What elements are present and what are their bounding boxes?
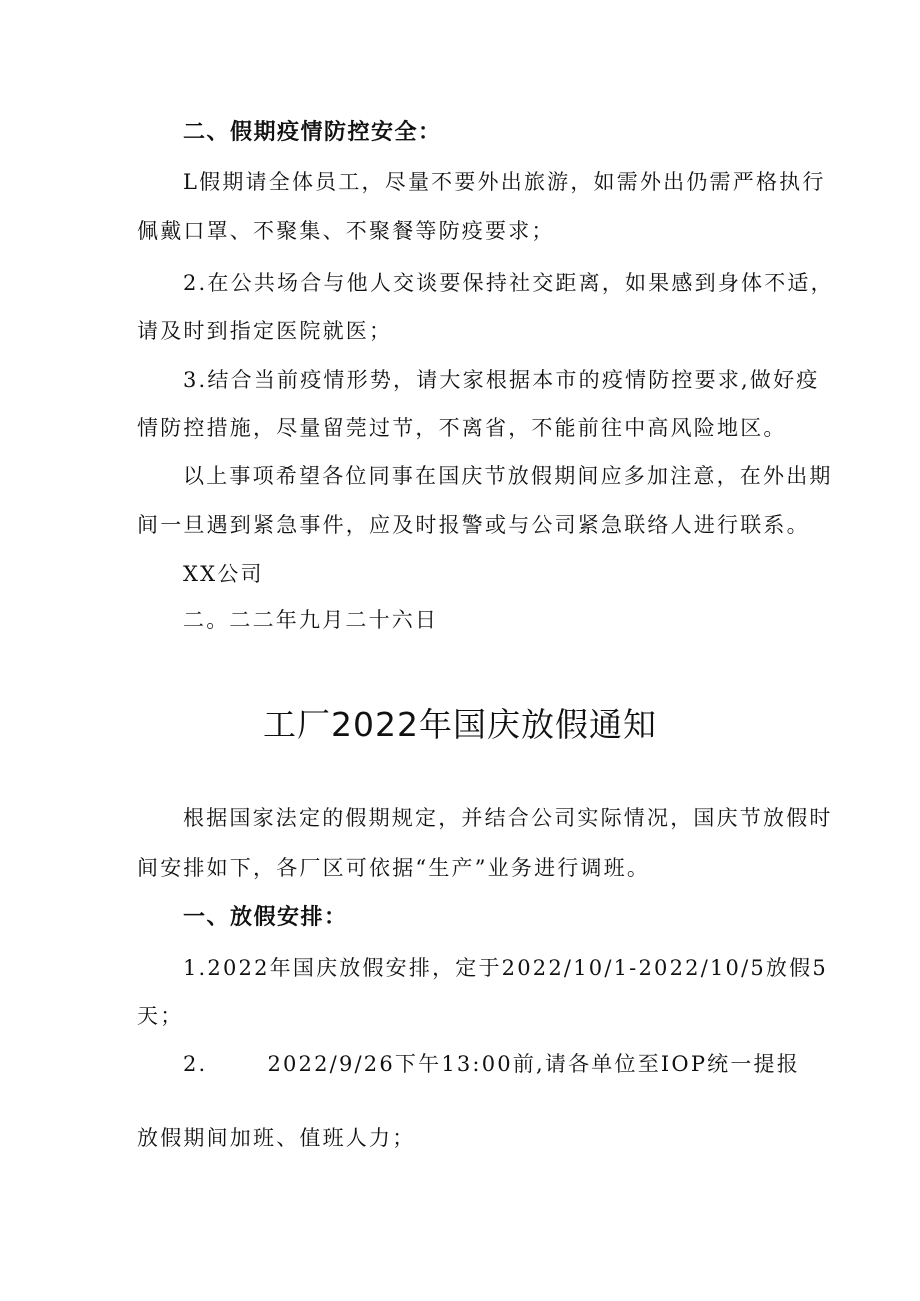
section-heading-holiday-arrangement: 一、放假安排： [183, 905, 348, 930]
section-heading-epidemic-safety: 二、假期疫情防控安全： [183, 120, 442, 145]
paragraph-closing-line2: 间一旦遇到紧急事件，应及时报警或与公司紧急联络人进行联系。 [137, 513, 810, 537]
notice-intro-line2: 间安排如下，各厂区可依据“生产”业务进行调班。 [137, 856, 651, 880]
notice-item2-line1 [183, 1049, 800, 1079]
notice-item1-line2: 天； [137, 1004, 184, 1028]
notice-item2-number: 2. [183, 1052, 208, 1076]
notice-item1-line1: 1.2022年国庆放假安排，定于2022/10/1-2022/10/5放假5 [183, 956, 828, 980]
paragraph-item1-line1: L假期请全体员工，尽量不要外出旅游，如需外出仍需严格执行 [183, 170, 826, 194]
paragraph-item2-line2: 请及时到指定医院就医； [137, 319, 393, 343]
paragraph-closing-line1: 以上事项希望各位同事在国庆节放假期间应多加注意，在外出期 [183, 464, 833, 488]
paragraph-item3-line2: 情防控措施，尽量留莞过节，不离省，不能前往中高风险地区。 [137, 416, 787, 440]
signature-date: 二。二二年九月二十六日 [183, 608, 439, 632]
notice-item2-text: 2022/9/26下午13:00前,请各单位至IOP统一提报 [267, 1052, 800, 1076]
notice-intro-line1: 根据国家法定的假期规定，并结合公司实际情况，国庆节放假时 [183, 806, 833, 830]
paragraph-item1-line2: 佩戴口罩、不聚集、不聚餐等防疫要求； [137, 219, 555, 243]
paragraph-item3-line1: 3.结合当前疫情形势，请大家根据本市的疫情防控要求,做好疫 [183, 368, 820, 392]
signature-company: XX公司 [183, 562, 264, 586]
paragraph-item2-line1: 2.在公共场合与他人交谈要保持社交距离，如果感到身体不适， [183, 271, 834, 295]
notice-title: 工厂2022年国庆放假通知 [263, 705, 657, 744]
notice-item2-line2: 放假期间加班、值班人力； [137, 1126, 416, 1150]
